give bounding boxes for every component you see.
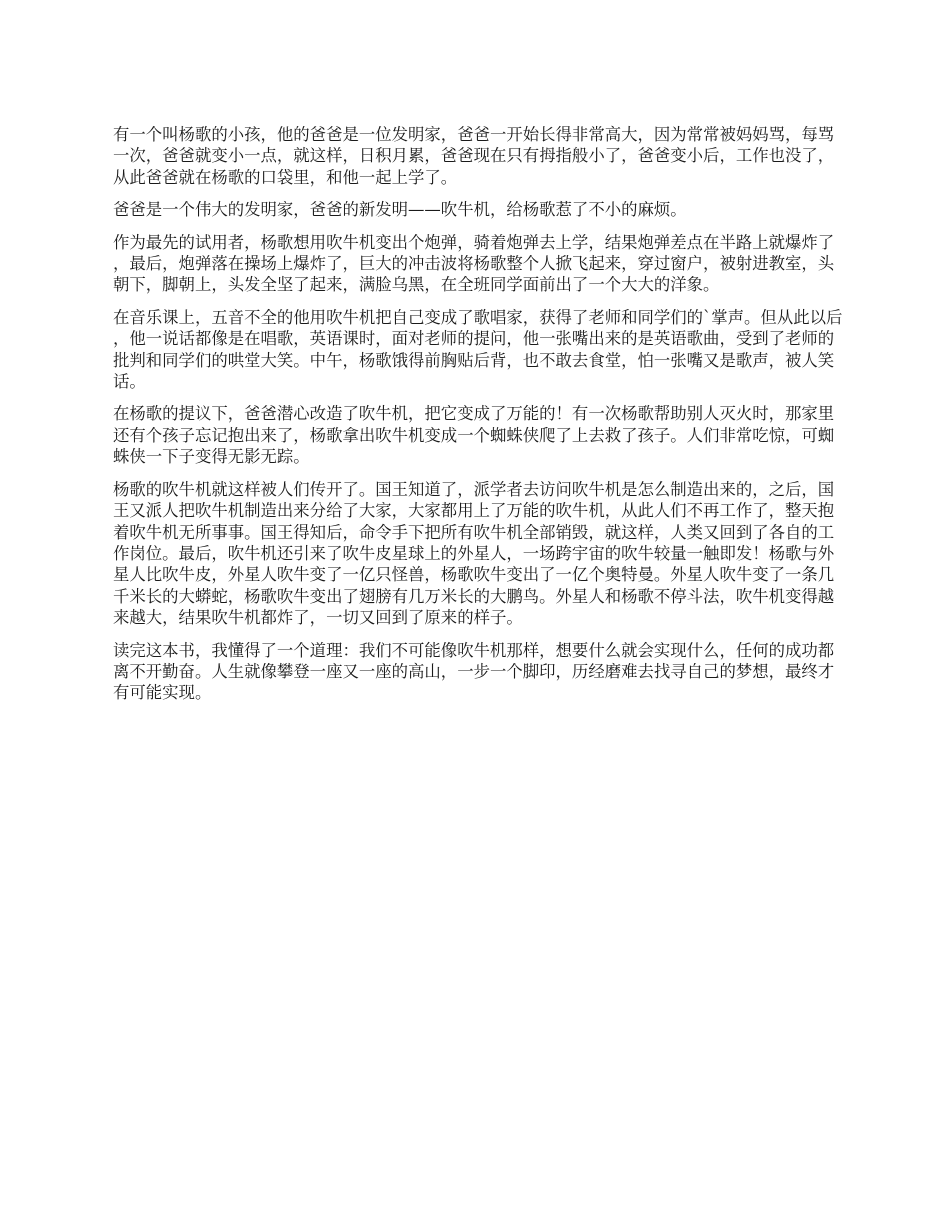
paragraph-7: 读完这本书，我懂得了一个道理：我们不可能像吹牛机那样，想要什么就会实现什么，任何的成功都离不开勤奋。人生就像攀登一座又一座的高山，一步一个脚印，历经磨难去找寻自己的梦想，最终才有可能实现。: [113, 640, 835, 703]
paragraph-4: 在音乐课上，五音不全的他用吹牛机把自己变成了歌唱家，获得了老师和同学们的`掌声。但从此以后，他一说话都像是在唱歌，英语课时，面对老师的提问，他一张嘴出来的是英语歌曲，受到了老师的批判和同学们的哄堂大笑。中午，杨歌饿得前胸贴后背，也不敢去食堂，怕一张嘴又是歌声，被人笑话。: [113, 307, 843, 392]
document-body: [113, 124, 843, 715]
paragraph-1: 有一个叫杨歌的小孩，他的爸爸是一位发明家，爸爸一开始长得非常高大，因为常常被妈妈骂，每骂一次，爸爸就变小一点，就这样，日积月累，爸爸现在只有拇指般小了，爸爸变小后，工作也没了，从此爸爸就在杨歌的口袋里，和他一起上学了。: [113, 125, 835, 187]
paragraph-5: 在杨歌的提议下，爸爸潜心改造了吹牛机，把它变成了万能的！有一次杨歌帮助别人灭火时，那家里还有个孩子忘记抱出来了，杨歌拿出吹牛机变成一个蜘蛛侠爬了上去救了孩子。人们非常吃惊，可蜘蛛侠一下子变得无影无踪。: [113, 404, 835, 467]
paragraph-2: 爸爸是一个伟大的发明家，爸爸的新发明——吹牛机，给杨歌惹了不小的麻烦。: [113, 200, 687, 220]
paragraph-3: 作为最先的试用者，杨歌想用吹牛机变出个炮弹，骑着炮弹去上学，结果炮弹差点在半路上就爆炸了，最后，炮弹落在操场上爆炸了，巨大的冲击波将杨歌整个人掀飞起来，穿过窗户，被射进教室，头朝下，脚朝上，头发全坚了起来，满脸乌黑，在全班同学面前出了一个大大的洋象。: [113, 232, 835, 295]
paragraph-6: 杨歌的吹牛机就这样被人们传开了。国王知道了，派学者去访问吹牛机是怎么制造出来的，之后，国王又派人把吹牛机制造出来分给了大家，大家都用上了万能的吹牛机，从此人们不再工作了，整天抱着吹牛机无所事事。国王得知后，命令手下把所有吹牛机全部销毁，就这样，人类又回到了各自的工作岗位。最后，吹牛机还引来了吹牛皮星球上的外星人，一场跨宇宙的吹牛较量一触即发！杨歌与外星人比吹牛皮，外星人吹牛变了一亿只怪兽，杨歌吹牛变出了一亿个奥特曼。外星人吹牛变了一条几千米长的大蟒蛇，杨歌吹牛变出了翅膀有几万米长的大鹏鸟。外星人和杨歌不停斗法，吹牛机变得越来越大，结果吹牛机都炸了，一切又回到了原来的样子。: [113, 479, 835, 628]
